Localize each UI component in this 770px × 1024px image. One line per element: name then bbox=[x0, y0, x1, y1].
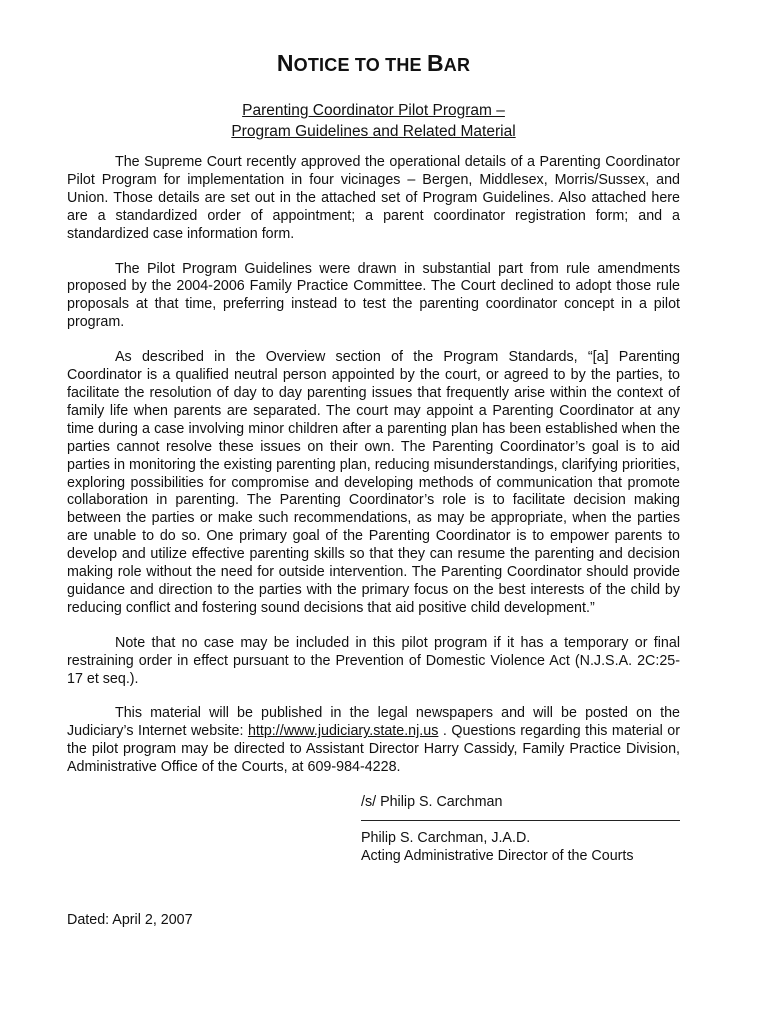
page-title: NOTICE TO THE BAR bbox=[276, 50, 471, 76]
subtitle-line-2: Program Guidelines and Related Material bbox=[231, 123, 516, 140]
paragraph-restraining-order: Note that no case may be included in this pilot program if it has a temporary or final restraining order in effect pursuant to the Prevention of Domestic Violence Act (N.J.S.A. 2C:25-17 et seq.). bbox=[67, 634, 680, 687]
signature-line: /s/ Philip S. Carchman bbox=[361, 794, 680, 821]
paragraph-guidelines-origin: The Pilot Program Guidelines were drawn in substantial part from rule amendments proposed by the 2004-2006 Family Practice Committee. The Court declined to adopt those rule proposals at that time, preferring instead to test the parenting coordinator concept in a pilot program. bbox=[67, 260, 680, 331]
publication-text-end: . Questions regarding this material or the pilot program may be directed to Assistant Director Harry Cassidy, Family Practice Division, Administrative Office of the Courts, at 609-984-4228. bbox=[67, 723, 680, 776]
publication-text-start: This material will be published in the legal newspapers and will be posted on the Judiciary’s Internet website: bbox=[67, 705, 680, 740]
paragraph-overview-quote: As described in the Overview section of the Program Standards, “[a] Parenting Coordinator is a qualified neutral person appointed by the court, or agreed to by the parties, to facilitate the resolution of day to day parenting issues that frequently arise within the context of family life when parents are separated. The court may appoint a Parenting Coordinator at any time during a case involving minor children after a parenting plan has been established when the parties cannot resolve these issues on their own. The Parenting Coordinator’s goal is to aid parties in monitoring the existing parenting plan, reducing misunderstandings, clarifying priorities, exploring possibilities for compromise and developing methods of communication that promote collaboration in parenting. The Parenting Coordinator’s role is to facilitate decision making between the parties or make such recommendations, as may be appropriate, when the parties are unable to do so. One primary goal of the Parenting Coordinator is to empower parents to develop and utilize effective parenting skills so that they can resume the parenting and decision making role without the need for outside intervention. The Parenting Coordinator should provide guidance and direction to the parties with the primary focus on the best interests of the child by reducing conflict and fostering sound decisions that aid positive child development.” bbox=[67, 349, 680, 616]
subtitle-line-1: Parenting Coordinator Pilot Program – bbox=[242, 102, 505, 119]
signatory-title: Acting Administrative Director of the Courts bbox=[361, 847, 634, 864]
paragraph-approval: The Supreme Court recently approved the operational details of a Parenting Coordinator Pilot Program for implementation in four vicinages – Bergen, Middlesex, Morris/Sussex, and Union. Those details are set out in the attached set of Program Guidelines. Also attached here are a standardized order of appointment; a parent coordinator registration form; and a standardized case information form. bbox=[67, 154, 680, 242]
signature-block bbox=[361, 794, 680, 866]
document-subtitle bbox=[67, 100, 680, 142]
paragraph-publication bbox=[67, 705, 680, 777]
signatory-name: Philip S. Carchman, J.A.D. bbox=[361, 830, 531, 846]
judiciary-website-link[interactable]: http://www.judiciary.state.nj.us bbox=[247, 723, 439, 740]
date-line: Dated: April 2, 2007 bbox=[67, 912, 193, 928]
